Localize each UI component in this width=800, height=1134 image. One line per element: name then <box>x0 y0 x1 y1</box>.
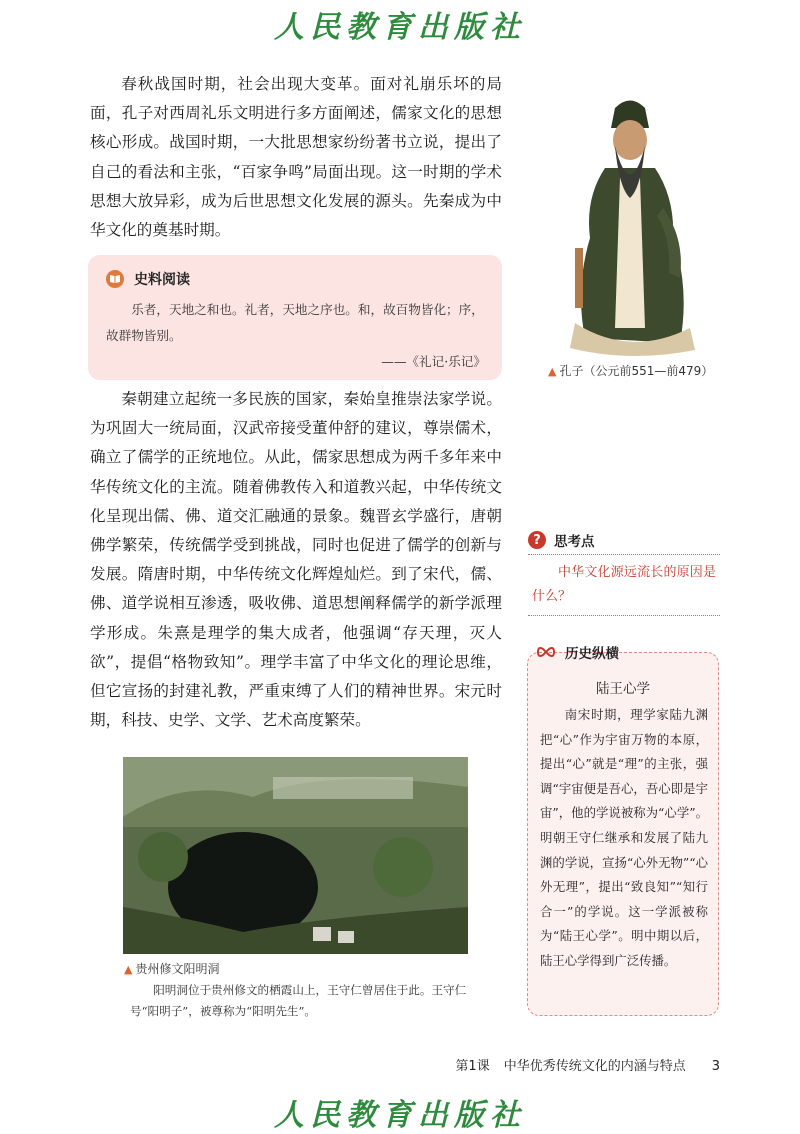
photo-caption-text: 贵州修文阳明洞 <box>135 962 220 976</box>
body-paragraph-2: 秦朝建立起统一多民族的国家，秦始皇推崇法家学说。为巩固大一统局面，汉武帝接受董仲舒的建议，尊崇儒术，确立了儒学的正统地位。从此，儒家思想成为两千多年来中华传统文化的主流。随着佛教传入和道教兴起，中华传统文化呈现出儒、佛、道交汇融通的景象。魏晋玄学盛行，唐朝佛学繁荣，传统儒学受到挑战，同时也促进了儒学的创新与发展。隋唐时期，中华传统文化辉煌灿烂。到了宋代，儒、佛、道学说相互渗透，吸收佛、道思想阐释儒学的新学派理学形成。朱熹是理学的集大成者，他强调“存天理，灭人欲”，提倡“格物致知”。理学丰富了中华文化的理论思维，但它宣扬的封建礼教，严重束缚了人们的精神世界。宋元时期，科技、史学、文学、艺术高度繁荣。 <box>90 390 502 730</box>
think-point-title: 思考点 <box>554 534 595 550</box>
body-paragraph-1: 春秋战国时期，社会出现大变革。面对礼崩乐坏的局面，孔子对西周礼乐文明进行多方面阐述，儒家文化的思想核心形成。战国时期，一大批思想家纷纷著书立说，提出了自己的看法和主张，“百家争鸣”局面出现。这一时期的学术思想大放异彩，成为后世思想文化发展的源头。先秦成为中华文化的奠基时期。 <box>90 75 502 240</box>
portrait-caption-text: 孔子（公元前551—前479） <box>559 364 714 378</box>
footer-lesson: 第1课 <box>455 1059 490 1074</box>
confucius-portrait <box>545 88 715 358</box>
think-point-divider-bottom <box>528 615 720 616</box>
history-title: 历史纵横 <box>565 646 619 662</box>
history-text: 南宋时期，理学家陆九渊把“心”作为宇宙万物的本原，提出“心”就是“理”的主张，强调“宇宙便是吾心，吾心即是宇宙”，他的学说被称为“心学”。明朝王守仁继承和发展了陆九渊的学说，宣扬“心外无物”“心外无理”，提出“致良知”“知行合一”的学说。这一学派被称为“陆王心学”。明中期以后，陆王心学得到广泛传播。 <box>540 707 708 968</box>
history-header <box>535 642 619 662</box>
yangming-cave-photo <box>123 757 468 954</box>
think-point-question: 中华文化源远流长的原因是什么？ <box>532 565 716 604</box>
caption-triangle-icon: ▲ <box>124 963 133 976</box>
infinity-icon <box>535 643 557 661</box>
book-icon <box>106 270 124 288</box>
page-number: 3 <box>711 1059 720 1074</box>
source-reading-box <box>88 255 502 380</box>
question-icon: ? <box>528 531 546 549</box>
think-point-box <box>528 530 720 616</box>
think-point-divider-top <box>528 554 720 555</box>
photo-caption-note: 阳明洞位于贵州修文的栖霞山上，王守仁曾居住于此。王守仁号“阳明子”，被尊称为“阳明先生”。 <box>130 983 467 1018</box>
page-footer <box>455 1055 720 1074</box>
source-reading-text: 乐者，天地之和也。礼者，天地之序也。和，故百物皆化；序，故群物皆别。 <box>106 302 484 343</box>
history-box <box>527 652 719 1016</box>
publisher-logo-top: 人民教育出版社 <box>274 10 526 45</box>
portrait-caption <box>548 362 713 379</box>
think-point-header <box>528 530 720 550</box>
source-reading-header <box>106 269 190 289</box>
caption-triangle-icon: ▲ <box>548 365 557 378</box>
history-subtitle: 陆王心学 <box>596 681 650 697</box>
publisher-logo-bottom: 人民教育出版社 <box>274 1098 526 1133</box>
source-reading-citation: ——《礼记·乐记》 <box>381 354 486 369</box>
footer-lesson-title: 中华优秀传统文化的内涵与特点 <box>503 1059 686 1074</box>
photo-caption <box>124 960 219 977</box>
source-reading-title: 史料阅读 <box>134 272 190 288</box>
